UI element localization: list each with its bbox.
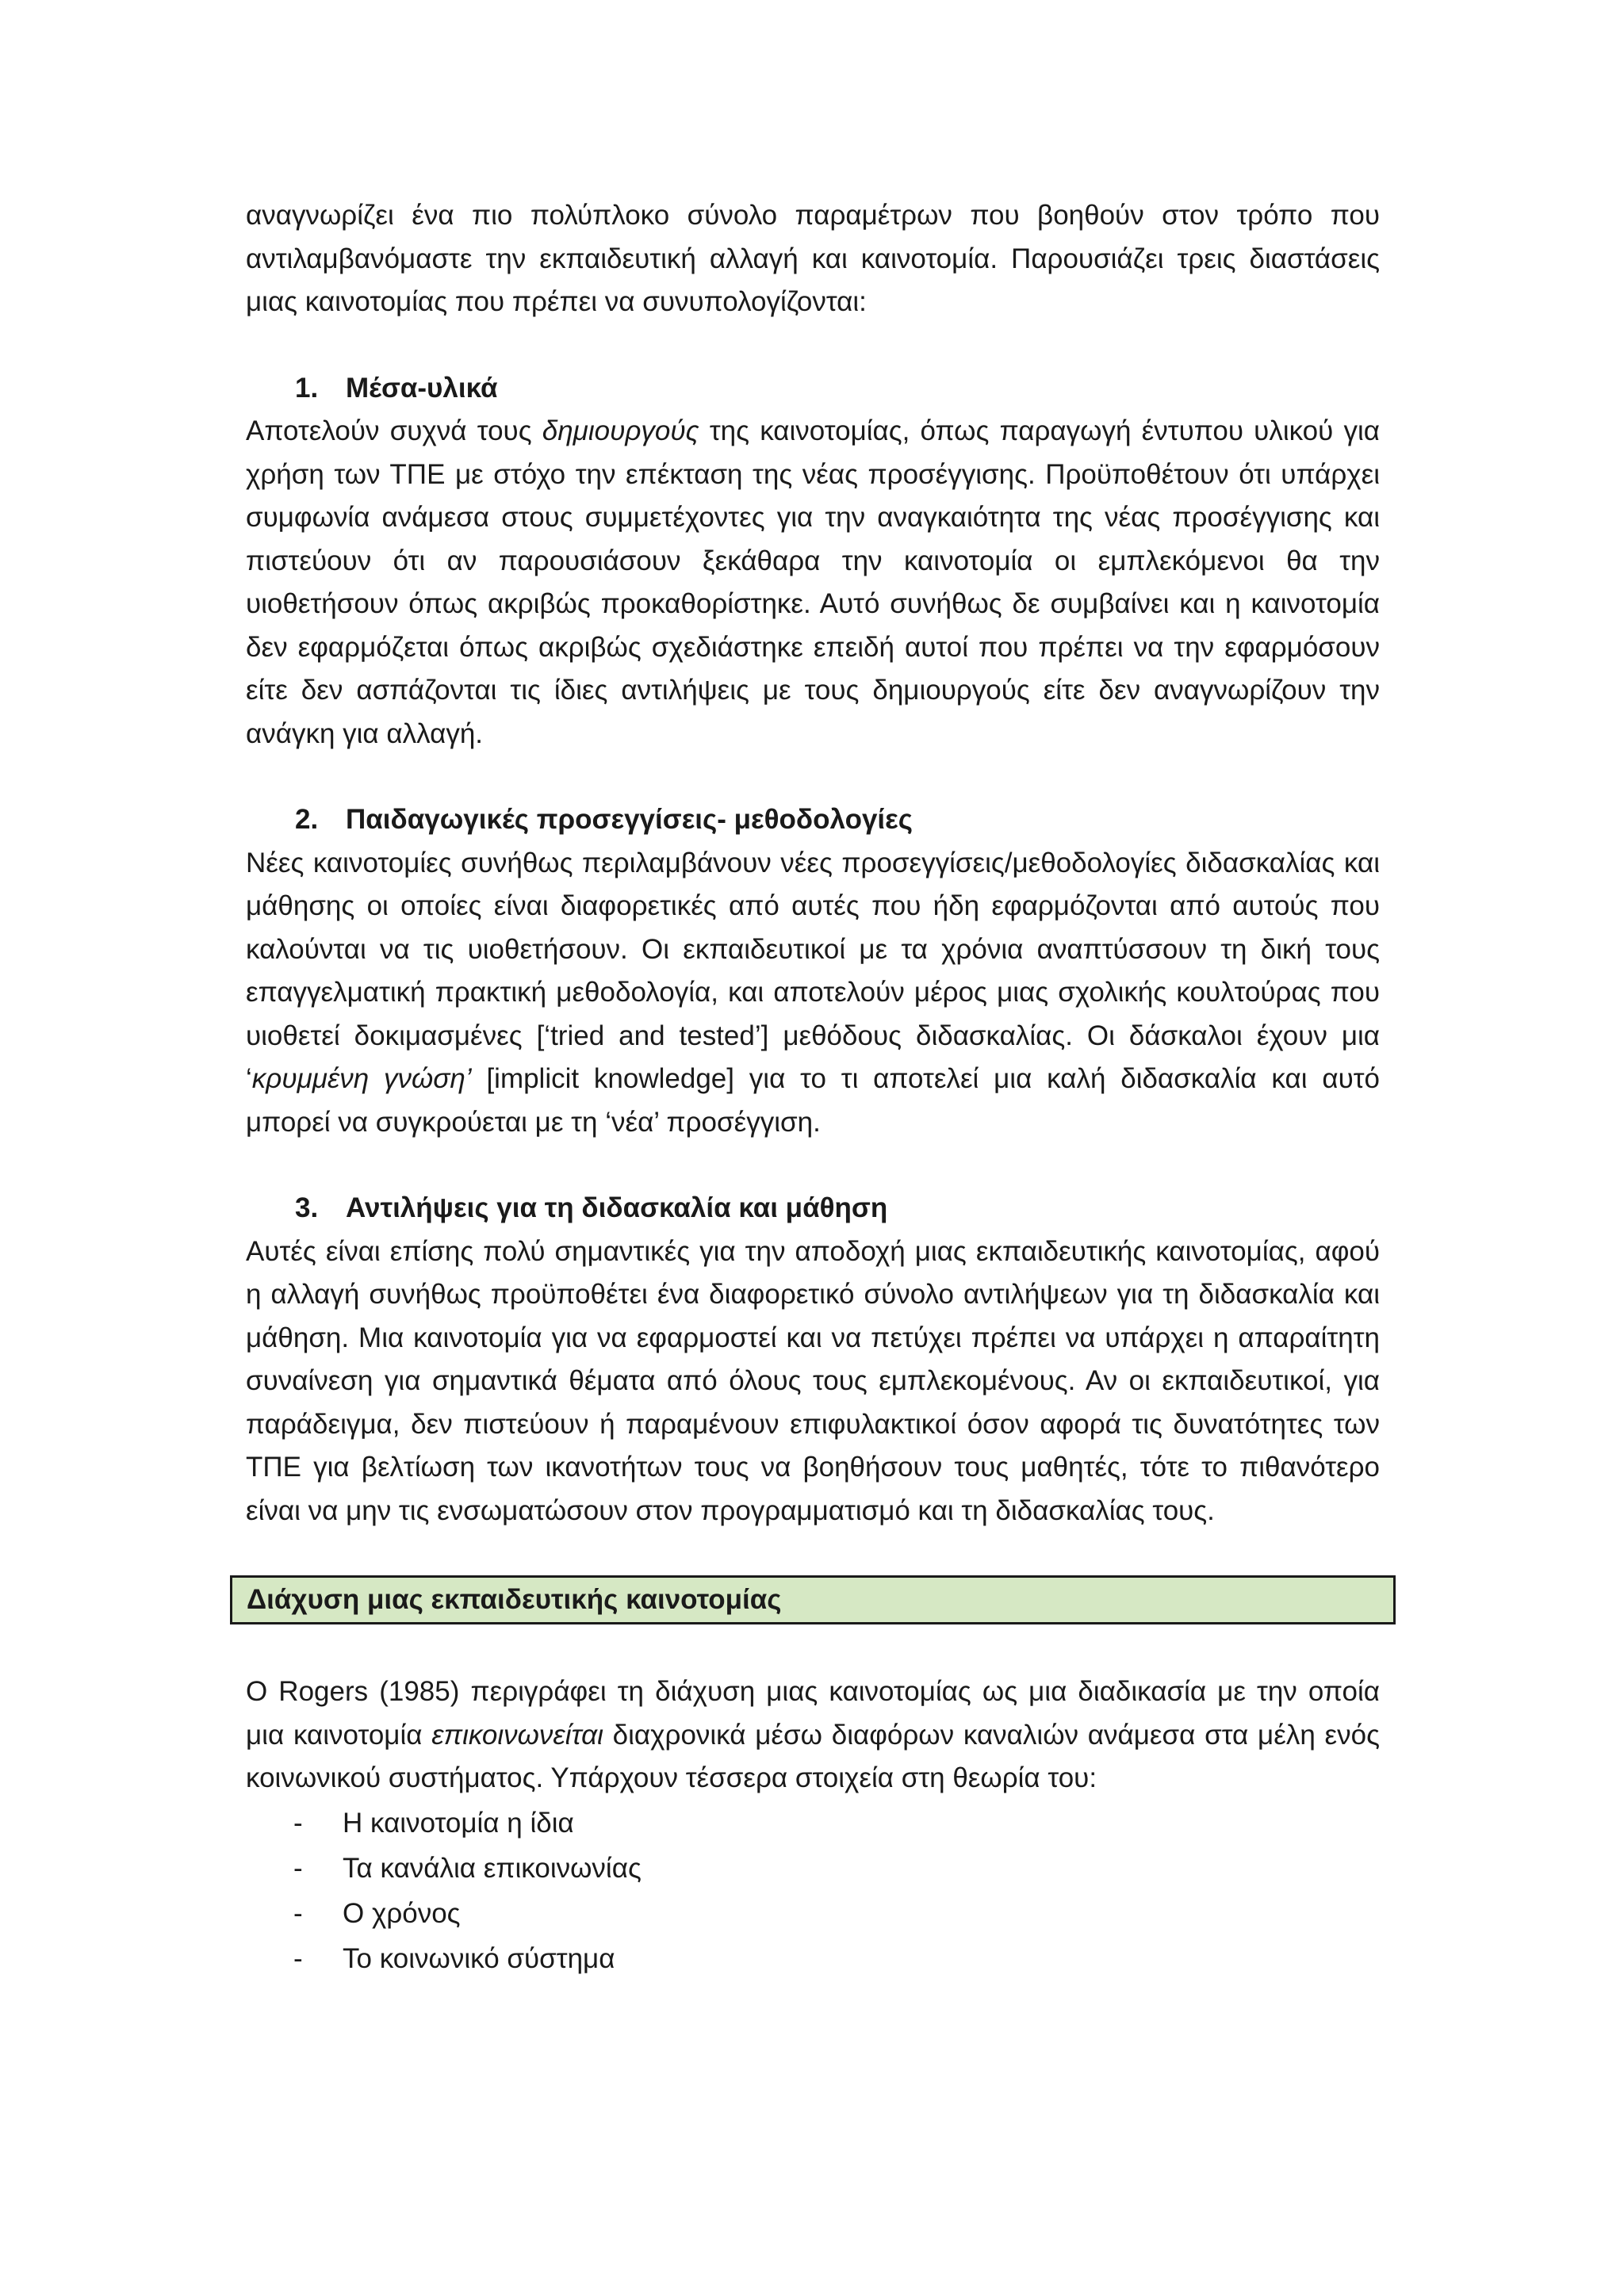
paragraph-text: της καινοτομίας, όπως παραγωγή έντυπου υλικού για χρήση των ΤΠΕ με στόχο την επέκταση της νέας προσέγγισης. Προϋποθέτουν ότι υπάρχει συμφωνία ανάμεσα στους συμμετέχοντες για την αναγκαιότητα της νέας προσέγγισης και πιστεύουν ότι αν παρουσιάσουν ξεκάθαρα την καινοτομία οι εμπλεκόμενοι θα την υιοθετήσουν όπως ακριβώς προκαθορίστηκε. Αυτό συνήθως δε συμβαίνει και η καινοτομία δεν εφαρμόζεται όπως ακριβώς σχεδιάστηκε επειδή αυτοί που πρέπει να την εφαρμόσουν είτε δεν ασπάζονται τις ίδιες αντιλήψεις με τους δημιουργούς είτε δεν αναγνωρίζουν την ανάγκη για αλλαγή. [246,415,1381,749]
section-number: 3. [295,1192,319,1223]
section-heading [246,367,1380,411]
section-paragraph [246,410,1380,756]
section-materials [246,367,1380,756]
paragraph-emphasis: δημιουργούς [542,415,699,446]
section-heading [246,1187,1380,1230]
list-item-text: Τα κανάλια επικοινωνίας [343,1852,642,1884]
section-title: Παιδαγωγικές προσεγγίσεις- μεθοδολογίες [346,804,913,835]
section-title: Αντιλήψεις για τη διδασκαλία και μάθηση [346,1192,888,1223]
paragraph-text: Ο Rogers (1985) περιγράφει τη διάχυση μιας καινοτομίας ως μια διαδικασία με την οποία μια καινοτομία [246,1676,1380,1751]
list-item [246,1891,1380,1936]
intro-paragraph: αναγνωρίζει ένα πιο πολύπλοκο σύνολο παραμέτρων που βοηθούν στον τρόπο που αντιλαμβανόμαστε την εκπαιδευτική αλλαγή και καινοτομία. Παρουσιάζει τρεις διαστάσεις μιας καινοτομίας που πρέπει να συνυπολογίζονται: [246,200,1380,317]
section-heading [246,798,1380,842]
paragraph-text: διαχρονικά μέσω διαφόρων καναλιών ανάμεσα στα μέλη ενός κοινωνικού συστήματος. Υπάρχουν τέσσερα στοιχεία στη θεωρία του: [246,1719,1380,1793]
section-paragraph [246,1230,1380,1533]
dash-bullet: - [293,1897,303,1929]
list-item [246,1846,1380,1891]
section-paragraph [246,842,1380,1145]
paragraph-text: Αυτές είναι επίσης πολύ σημαντικές για την αποδοχή μιας εκπαιδευτικής καινοτομίας, αφού η αλλαγή συνήθως προϋποθέτει ένα διαφορετικό σύνολο αντιλήψεων για τη διδασκαλία και μάθηση. Μια καινοτομία για να εφαρμοστεί και να πετύχει πρέπει να υπάρχει η απαραίτητη συναίνεση για σημαντικά θέματα από όλους τους εμπλεκομένους. Αν οι εκπαιδευτικοί, για παράδειγμα, δεν πιστεύουν ή παραμένουν επιφυλακτικοί όσον αφορά τις δυνατότητες των ΤΠΕ για βελτίωση των ικανοτήτων τους να βοηθήσουν τους μαθητές, τότε το πιθανότερο είναι να μην τις ενσωματώσουν στον προγραμματισμό και τη διδασκαλίας τους. [246,1235,1380,1526]
document-page [246,194,1380,1981]
rogers-paragraph [246,1670,1380,1800]
section-number: 1. [295,372,319,404]
section-title: Μέσα-υλικά [346,372,498,404]
section-number: 2. [295,804,319,835]
list-item [246,1936,1380,1981]
section-beliefs [246,1187,1380,1533]
diffusion-boxed-heading: Διάχυση μιας εκπαιδευτικής καινοτομίας [230,1575,1396,1624]
paragraph-text: Νέες καινοτομίες συνήθως περιλαμβάνουν νέες προσεγγίσεις/μεθοδολογίες διδασκαλίας και μάθησης οι οποίες είναι διαφορετικές από αυτές που ήδη εφαρμόζονται από αυτούς που καλούνται να τις υιοθετήσουν. Οι εκπαιδευτικοί με τα χρόνια αναπτύσσουν τη δική τους επαγγελματική πρακτική μεθοδολογία, και αποτελούν μέρος μιας σχολικής κουλτούρας που υιοθετεί δοκιμασμένες [‘tried and tested’] μεθόδους διδασκαλίας. Οι δάσκαλοι έχουν μια ‘ [246,847,1380,1094]
elements-list [246,1800,1380,1981]
dash-bullet: - [293,1807,303,1839]
paragraph-emphasis: κρυμμένη γνώση’ [251,1063,472,1094]
paragraph-text: [implicit knowledge] για το τι αποτελεί μια καλή διδασκαλία και αυτό μπορεί να συγκρούεται με τη ‘νέα’ προσέγγιση. [246,1063,1380,1138]
list-item [246,1800,1380,1846]
paragraph-text: Αποτελούν συχνά τους [246,415,542,446]
list-item-text: Το κοινωνικό σύστημα [343,1942,615,1974]
paragraph-emphasis: επικοινωνείται [431,1719,603,1751]
list-item-text: Η καινοτομία η ίδια [343,1807,574,1839]
dash-bullet: - [293,1942,303,1974]
dash-bullet: - [293,1852,303,1884]
list-item-text: Ο χρόνος [343,1897,461,1929]
section-pedagogy [246,798,1380,1144]
